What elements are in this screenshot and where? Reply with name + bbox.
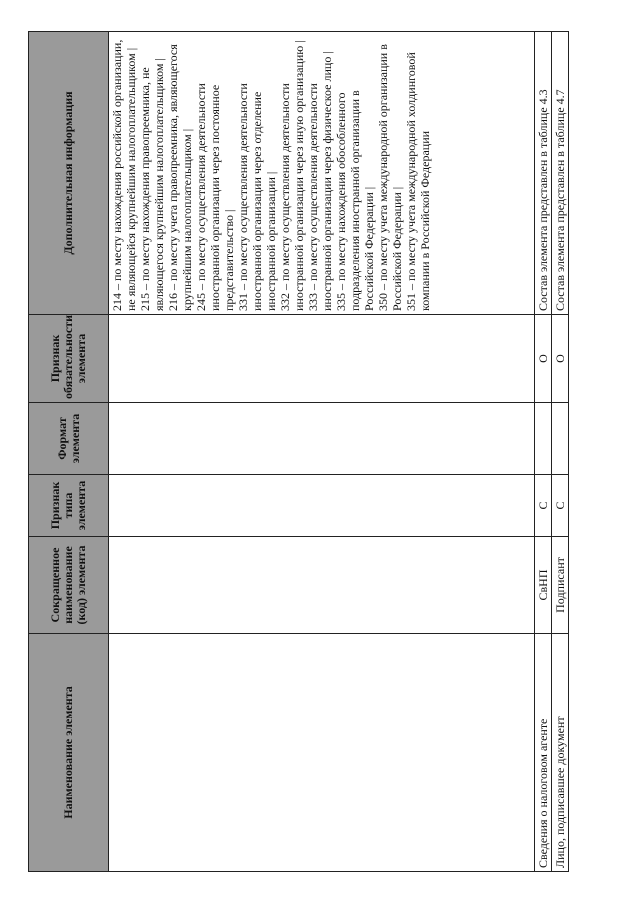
cell-code: Подписант — [552, 537, 569, 634]
table-header-row — [29, 32, 109, 872]
cell-info — [109, 32, 535, 315]
cell-format — [109, 403, 535, 475]
table-row — [109, 32, 535, 872]
elements-table — [28, 31, 569, 872]
header-name: Наименование элемента — [29, 634, 109, 872]
cell-format — [552, 403, 569, 475]
header-required: Признак обязательности элемента — [29, 315, 109, 403]
cell-required: О — [535, 315, 552, 403]
header-code: Сокращенное наименование (код) элемента — [29, 537, 109, 634]
info-line: 351 – по месту учета международной холдинговой компании в Российской Федерации — [404, 52, 432, 311]
info-line: 331 – по месту осуществления деятельности иностранной организации через отделение иностранной организации | — [236, 83, 278, 311]
table-row — [552, 32, 569, 872]
cell-type: С — [552, 475, 569, 537]
cell-code: СвНП — [535, 537, 552, 634]
info-line: 332 – по месту осуществления деятельности иностранной организации через иную организацию | — [278, 40, 306, 311]
cell-info: Состав элемента представлен в таблице 4.7 — [552, 32, 569, 315]
cell-name: Сведения о налоговом агенте — [535, 634, 552, 872]
cell-required: О — [552, 315, 569, 403]
info-line: 215 – по месту нахождения правопреемника, не являющегося крупнейшим налогоплательщиком | — [138, 58, 166, 311]
cell-info: Состав элемента представлен в таблице 4.3 — [535, 32, 552, 315]
info-line: 216 – по месту учета правопреемника, являющегося крупнейшим налогоплательщиком | — [166, 44, 194, 311]
header-info: Дополнительная информация — [29, 32, 109, 315]
info-line: 335 – по месту нахождения обособленного подразделения иностранной организации в Российской Федерации | — [334, 90, 376, 311]
info-line: 333 – по месту осуществления деятельности иностранной организации через физическое лицо | — [306, 51, 334, 311]
cell-name — [109, 634, 535, 872]
header-type: Признак типа элемента — [29, 475, 109, 537]
cell-code — [109, 537, 535, 634]
header-format: Формат элемента — [29, 403, 109, 475]
cell-required — [109, 315, 535, 403]
info-line: 350 – по месту учета международной организации в Российской Федерации | — [376, 44, 404, 311]
table-row — [535, 32, 552, 872]
cell-type: С — [535, 475, 552, 537]
cell-type — [109, 475, 535, 537]
info-line: 245 – по месту осуществления деятельности иностранной организации через постоянное представительство | — [194, 83, 236, 311]
cell-format — [535, 403, 552, 475]
rotated-table-container — [28, 32, 568, 872]
cell-name: Лицо, подписавшее документ — [552, 634, 569, 872]
info-line: 214 – по месту нахождения российской организации, не являющейся крупнейшим налогоплательщиком | — [110, 39, 138, 311]
